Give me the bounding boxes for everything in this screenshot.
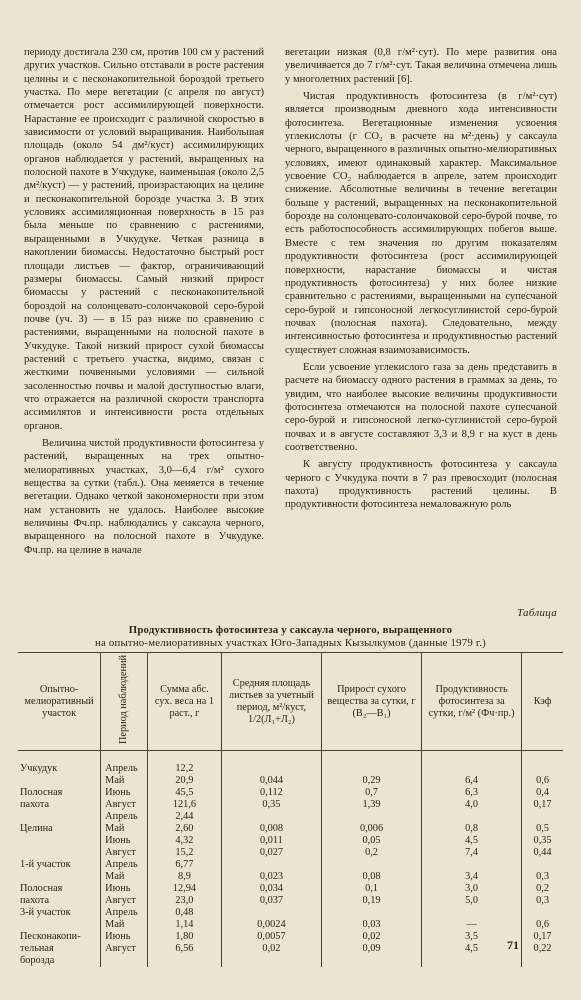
table-title — [20, 624, 561, 650]
table-cell-area — [221, 811, 321, 823]
table-row — [18, 763, 563, 775]
table-cell-period — [101, 751, 148, 764]
table-row — [18, 847, 563, 859]
table-cell-k: 0,3 — [522, 871, 563, 883]
table-cell-gain: 0,19 — [321, 895, 421, 907]
table-cell-mass: 23,0 — [147, 895, 221, 907]
table-cell-prod: 4,0 — [422, 799, 522, 811]
table-cell-k: 0,17 — [522, 799, 563, 811]
table-row — [18, 751, 563, 764]
table-cell-k: 0,4 — [522, 787, 563, 799]
table-cell-area: 0,02 — [221, 943, 321, 955]
table-cell-mass: 4,32 — [147, 835, 221, 847]
table-cell-period: Июнь — [101, 931, 148, 943]
table-cell-site: 3-й участок — [20, 907, 71, 919]
table-cell-period: Август — [101, 895, 148, 907]
table-cell-mass: 1,80 — [147, 931, 221, 943]
paragraph: вегетации низкая (0,8 г/м²·сут). По мере развития она увеличивается до 7 г/м²·сут. Такая величина отмечена лишь у многолетних растений [6]. — [285, 47, 557, 85]
table-cell-k — [522, 811, 563, 823]
table-cell-period: Апрель — [101, 811, 148, 823]
table-cell-site — [18, 811, 101, 823]
table-cell-period: Май — [101, 871, 148, 883]
table-cell-prod: 4,5 — [422, 943, 522, 955]
paragraph: К августу продуктивность фотосинтеза у саксаула черного с Учкудука почти в 7 раз превосходит (полосная пахота) продуктивность растений целины. В продуктивности фотосинтеза немаловажную роль — [285, 459, 557, 511]
table-cell-k: 0,2 — [522, 883, 563, 895]
table-cell-area: 0,037 — [221, 895, 321, 907]
table-cell-area: 0,112 — [221, 787, 321, 799]
table-cell-k — [522, 859, 563, 871]
table-cell-prod: 4,5 — [422, 835, 522, 847]
table-cell-k — [522, 907, 563, 919]
header-period-text: Период наблюдений — [118, 655, 130, 745]
table-cell-prod: 7,4 — [422, 847, 522, 859]
table-row — [18, 823, 563, 835]
table-cell-site: борозда — [20, 955, 55, 967]
table-cell-gain: 0,29 — [321, 775, 421, 787]
table-cell-area: 0,35 — [221, 799, 321, 811]
table-cell-area — [221, 907, 321, 919]
table-cell-site — [18, 847, 101, 859]
table-caption: Таблица — [516, 607, 557, 619]
table-cell-prod: 3,4 — [422, 871, 522, 883]
text-column-left — [24, 46, 264, 557]
table-title-line: Продуктивность фотосинтеза у саксаула черного, выращенного — [128, 624, 453, 636]
table-row — [18, 943, 563, 955]
table-cell-area: 0,034 — [221, 883, 321, 895]
table-cell-k: 0,3 — [522, 895, 563, 907]
table-cell-gain — [321, 859, 421, 871]
table-cell-period: Май — [101, 823, 148, 835]
table-cell-area: 0,027 — [221, 847, 321, 859]
table-cell-mass: 8,9 — [147, 871, 221, 883]
header-mass: Сумма абс. сух. веса на 1 раст., г — [147, 653, 221, 751]
table-row — [18, 787, 563, 799]
table-cell-k: 0,6 — [522, 775, 563, 787]
table-cell-prod — [422, 751, 522, 764]
table-cell-period: Июнь — [101, 787, 148, 799]
paragraph: Величина чистой продуктивности фотосинтеза у растений, выращенных на трех опытно-мелиоративных участках, 3,0—6,4 г/м² сухого вещества за сутки (табл.). Она меняется в течение вегетации. Однако четкой закономерности при этом нам установить не удалось. Наиболее высокие величины Фч.пр. наблюдались у саксаула черного, выращенного на полосной пахоте в Учкудуке. Фч.пр. на целине в начале — [24, 437, 264, 556]
table-cell-period: Август — [101, 943, 148, 955]
table-cell-period: Май — [101, 919, 148, 931]
table-cell-period: Апрель — [101, 763, 148, 775]
table-row — [18, 799, 563, 811]
table-cell-period: Апрель — [101, 907, 148, 919]
table-cell-gain: 0,03 — [321, 919, 421, 931]
table-cell-mass: 2,44 — [147, 811, 221, 823]
header-period — [101, 653, 148, 751]
table-cell-gain — [321, 955, 421, 967]
table-header-row — [18, 653, 563, 751]
table-cell-site: пахота — [20, 799, 50, 811]
table-cell-k: 0,5 — [522, 823, 563, 835]
table-cell-site — [18, 835, 101, 847]
table-cell-gain — [321, 811, 421, 823]
table-cell-prod: 6,4 — [422, 775, 522, 787]
table-cell-mass: 6,56 — [147, 943, 221, 955]
table-cell-gain — [321, 763, 421, 775]
table-row — [18, 775, 563, 787]
paragraph: периоду достигала 230 см, против 100 см у растений других участков. Сильно отставали в росте растения целины и с песконакопительной бороздой третьего участка. По мере вегетации (с апреля по август) отмечается рост ассимилирующей поверхности. Нарастание ее происходит с различной скоростью в зависимости от условий выращивания. Наибольшая площадь (около 54 дм²/куст) ассимилирующих органов наблюдается у растений, выращенных на полосной пахоте в Учкудуке, наименьшая (около 2,5 дм²/куст) — у растений, произрастающих на целине и песконакопительной борозде участка 3. В этих условиях ассимиляционная поверхность в 15 раз была меньше по сравнению с растениями, выращенными в Учкудуке. Четкая разница в накоплении биомассы. Недостаточно быстрый рост площади листьев — фактор, ограничивающий размеры биомассы. Самый низкий прирост биомассы у растений с песконакопительной бороздой на солонцевато-солончаковой серо-бурой почве (уч. 3) — в 15 раз ниже по сравнению с растениями, выращенными на полосной пахоте в Учкудуке. Такой низкий прирост сухой биомассы растений с третьего участка, видимо, связан с жесткими почвенными условиями — сильной засоленностью почвы и малой доступностью влаги, что отражается на различной скорости транспорта ассимилятов и интенсивности роста отдельных органов. — [24, 47, 264, 432]
header-k: Кэф — [522, 653, 563, 751]
table-cell-mass: 1,14 — [147, 919, 221, 931]
table-cell-area: 0,0024 — [221, 919, 321, 931]
table-cell-area — [221, 751, 321, 764]
table-row — [18, 835, 563, 847]
table-cell-k: 0,35 — [522, 835, 563, 847]
table-cell-site — [18, 871, 101, 883]
table-cell-site: Учкудук — [20, 763, 58, 775]
table-cell-prod: 3,0 — [422, 883, 522, 895]
table-cell-period: Август — [101, 799, 148, 811]
table-cell-site — [18, 775, 101, 787]
table-cell-k — [522, 955, 563, 967]
table-row — [18, 955, 563, 967]
table-cell-site: тельная — [20, 943, 54, 955]
table-cell-mass: 12,94 — [147, 883, 221, 895]
table-cell-period: Июнь — [101, 835, 148, 847]
productivity-table — [18, 652, 563, 967]
table-cell-site: Целина — [20, 823, 53, 835]
table-cell-gain: 0,7 — [321, 787, 421, 799]
header-gain: Прирост сухого вещества за сутки, г (В₂—В₁) — [321, 653, 421, 751]
table-cell-prod: 5,0 — [422, 895, 522, 907]
table-cell-gain — [321, 907, 421, 919]
table-cell-k: 0,22 — [522, 943, 563, 955]
table-row — [18, 883, 563, 895]
table-cell-k — [522, 751, 563, 764]
table-cell-k: 0,6 — [522, 919, 563, 931]
table-row — [18, 859, 563, 871]
table-row — [18, 907, 563, 919]
table-cell-area: 0,011 — [221, 835, 321, 847]
table-cell-gain: 0,05 — [321, 835, 421, 847]
table-cell-gain: 0,2 — [321, 847, 421, 859]
table-cell-area: 0,008 — [221, 823, 321, 835]
table-row — [18, 895, 563, 907]
table-cell-area — [221, 955, 321, 967]
table-cell-gain: 0,1 — [321, 883, 421, 895]
table-cell-mass: 6,77 — [147, 859, 221, 871]
table-cell-gain: 0,02 — [321, 931, 421, 943]
table-cell-gain — [321, 751, 421, 764]
table-cell-k: 0,44 — [522, 847, 563, 859]
table-cell-site: пахота — [20, 895, 50, 907]
table-row — [18, 811, 563, 823]
table-cell-k: 0,17 — [522, 931, 563, 943]
table-cell-mass: 0,48 — [147, 907, 221, 919]
table-cell-mass: 12,2 — [147, 763, 221, 775]
header-leaf-area: Средняя площадь листьев за учетный период, м²/куст, 1/2(Л₁+Л₂) — [221, 653, 321, 751]
table-cell-period: Май — [101, 775, 148, 787]
table-cell-site — [18, 919, 101, 931]
table-cell-site: Песконакопи- — [20, 931, 81, 943]
table-cell-area: 0,023 — [221, 871, 321, 883]
table-cell-prod: 3,5 — [422, 931, 522, 943]
table-cell-mass: 121,6 — [147, 799, 221, 811]
table-cell-area: 0,0057 — [221, 931, 321, 943]
table-cell-period: Июнь — [101, 883, 148, 895]
table-cell-prod — [422, 955, 522, 967]
table-cell-site: Полосная — [20, 883, 63, 895]
table-cell-area — [221, 859, 321, 871]
table-cell-prod — [422, 859, 522, 871]
table-cell-mass — [147, 751, 221, 764]
table-subtitle-line: на опытно-мелиоративных участках Юго-Западных Кызылкумов (данные 1979 г.) — [95, 637, 486, 649]
table-row — [18, 919, 563, 931]
table-cell-period: Август — [101, 847, 148, 859]
table-cell-gain: 0,09 — [321, 943, 421, 955]
table-cell-k — [522, 763, 563, 775]
table-cell-mass: 20,9 — [147, 775, 221, 787]
table-cell-gain: 1,39 — [321, 799, 421, 811]
table-cell-mass: 2,60 — [147, 823, 221, 835]
header-productivity: Продуктивность фотосинтеза за сутки, г/м² (Фч·пр.) — [422, 653, 522, 751]
table-row — [18, 871, 563, 883]
text-column-right — [285, 46, 557, 512]
table-cell-prod: 0,8 — [422, 823, 522, 835]
table-cell-site: 1-й участок — [20, 859, 71, 871]
table-cell-mass — [147, 955, 221, 967]
header-site: Опытно-мелиоративный участок — [18, 653, 101, 751]
table-row — [18, 931, 563, 943]
page-number: 71 — [507, 938, 519, 952]
table-cell-prod — [422, 811, 522, 823]
paragraph: Если усвоение углекислого газа за день представить в расчете на биомассу одного растения в граммах за день, то увидим, что наиболее высокие величины продуктивности фотосинтеза отмечаются на полосной пахоте супесчаной серо-бурой и гипсоносной легко-суглинистой серо-бурой почвах и в августе составляют 3,3 и 8,9 г на куст в день соответственно. — [285, 361, 557, 453]
table-cell-prod: 6,3 — [422, 787, 522, 799]
table-cell-period — [101, 955, 148, 967]
table-cell-period: Апрель — [101, 859, 148, 871]
table-cell-prod — [422, 763, 522, 775]
table-cell-mass: 15,2 — [147, 847, 221, 859]
table-cell-prod: — — [422, 919, 522, 931]
table-cell-site: Полосная — [20, 787, 63, 799]
table-cell-mass: 45,5 — [147, 787, 221, 799]
table-cell-site — [18, 751, 101, 764]
table-cell-gain: 0,08 — [321, 871, 421, 883]
table-cell-prod — [422, 907, 522, 919]
table-cell-gain: 0,006 — [321, 823, 421, 835]
paragraph: Чистая продуктивность фотосинтеза (в г/м²·сут) является производным дневного хода интенсивности фотосинтеза. Вегетационные изменения усвоения углекислоты (г CO₂ в расчете на м²·день) у саксаула черного, выращенного в различных опытно-мелиоративных условиях, имеют одинаковый характер. Максимальное усвоение CO₂ наблюдается в апреле, затем происходит снижение. Абсолютные величины в течение вегетации больше у растений, выращенных на песконакопительной борозде на солонцевато-солончаковой серо-бурой почве, то есть работоспособность ассимилирующих побегов выше. Вместе с тем значения по другим показателям продуктивности фотосинтеза (рост ассимилирующей поверхности, нарастание биомассы и чистая продуктивность фотосинтеза) у них более низкие сравнительно с растениями, выращенными на супесчаной серо-бурой и гипсоносной легкосуглинистой серо-бурой почвах (полосная пахота). Следовательно, между интенсивностью фотосинтеза и продуктивностью растений существует сложная взаимозависимость. — [285, 91, 557, 356]
table-cell-area: 0,044 — [221, 775, 321, 787]
table-cell-area — [221, 763, 321, 775]
